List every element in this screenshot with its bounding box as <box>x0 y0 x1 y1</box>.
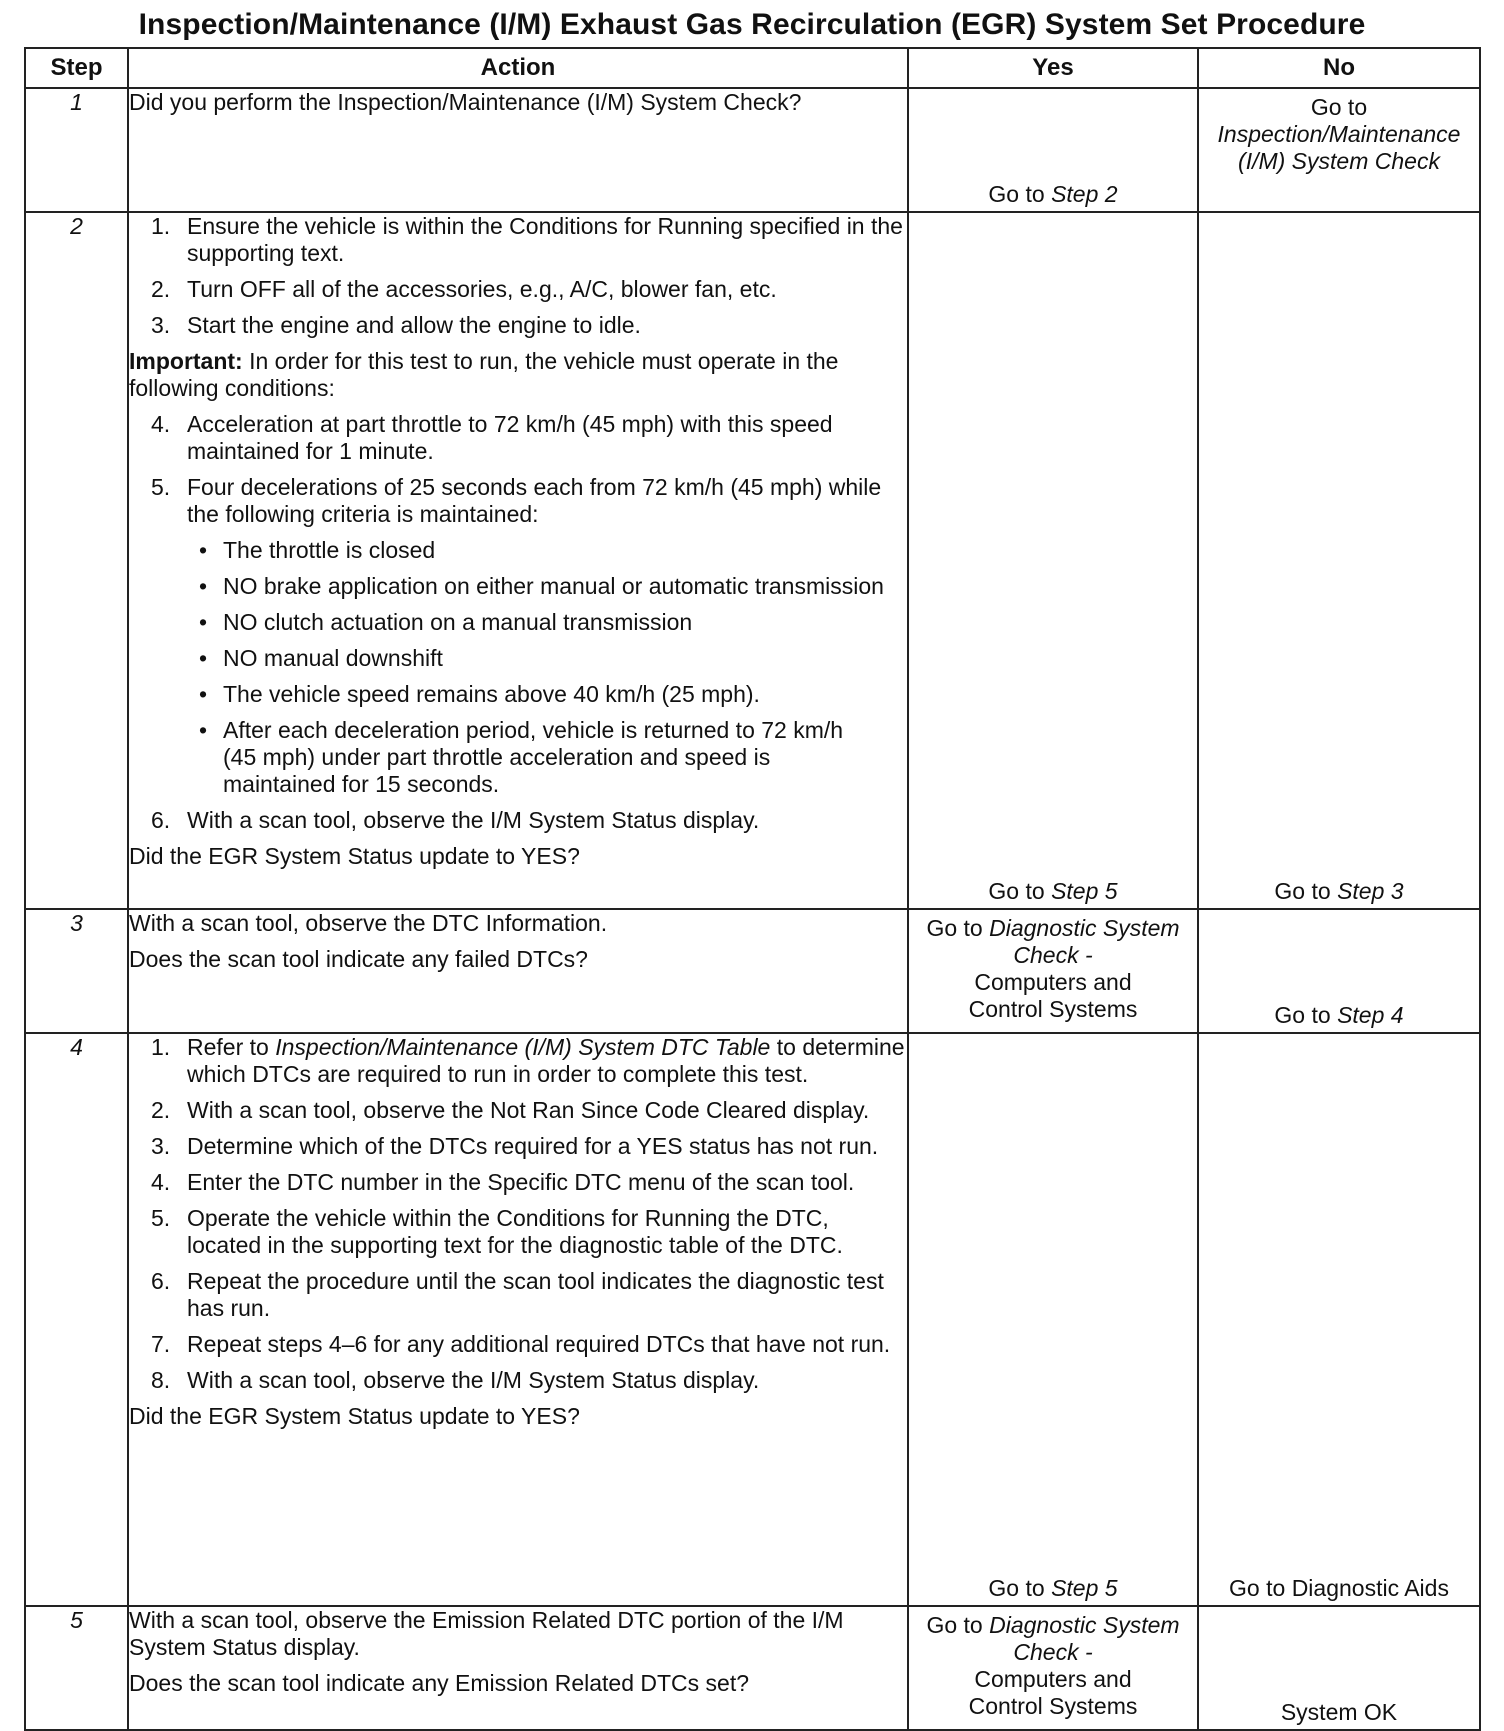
action-cell <box>128 88 908 212</box>
list-item-text: to determine which DTCs are required to run in order to complete this test. <box>187 1034 905 1087</box>
list-item: 7. Repeat steps 4–6 for any additional required DTCs that have not run. <box>151 1331 891 1357</box>
list-item-text: Enter the DTC number in the Specific DTC menu of the scan tool. <box>187 1169 855 1195</box>
important-label: Important: <box>129 348 243 374</box>
list-item: 3. Start the engine and allow the engine to idle. <box>151 312 641 338</box>
action-question: Did the EGR System Status update to YES? <box>129 1403 580 1429</box>
action-cell <box>128 1033 908 1606</box>
goto-link[interactable]: Diagnostic System Check - <box>989 915 1180 968</box>
no-cell <box>1198 1606 1480 1730</box>
action-steps <box>129 213 907 339</box>
list-item-text: Four decelerations of 25 seconds each from 72 km/h (45 mph) while the following criteria is maintained: <box>187 474 882 527</box>
table-row-step-4 <box>25 1033 1480 1606</box>
step-number: 2 <box>25 212 128 909</box>
list-item-text: With a scan tool, observe the I/M System Status display. <box>187 807 760 833</box>
goto-link[interactable]: Step 2 <box>1051 181 1118 207</box>
goto-link[interactable]: Step 5 <box>1051 878 1118 904</box>
table-row-step-1 <box>25 88 1480 212</box>
table-row-step-3 <box>25 909 1480 1033</box>
goto-link[interactable]: Step 5 <box>1051 1575 1118 1601</box>
goto-prefix: Go to <box>988 181 1052 207</box>
procedure-table <box>24 47 1481 1731</box>
no-result: System OK <box>1280 1699 1398 1725</box>
goto-prefix: Go to <box>988 1575 1052 1601</box>
yes-goto[interactable] <box>913 1575 1193 1602</box>
action-steps <box>129 1034 907 1394</box>
bullet-item: • NO clutch actuation on a manual transmission <box>187 609 907 636</box>
list-item: 1. Ensure the vehicle is within the Conditions for Running specified in the supporting text. <box>151 213 903 266</box>
no-cell <box>1198 909 1480 1033</box>
list-item-text: Ensure the vehicle is within the Conditions for Running specified in the supporting text. <box>187 213 903 266</box>
no-cell <box>1198 88 1480 212</box>
no-cell <box>1198 212 1480 909</box>
list-item: 6. Repeat the procedure until the scan tool indicates the diagnostic test has run. <box>151 1268 884 1321</box>
table-row-step-5 <box>25 1606 1480 1730</box>
goto-prefix: Go to <box>1274 1002 1338 1028</box>
yes-cell <box>908 212 1198 909</box>
bullet-item: • NO brake application on either manual or automatic transmission <box>187 573 907 600</box>
list-item: 1. Refer to Inspection/Maintenance (I/M) System DTC Table to determine which DTCs are required to run in order to complete this test. <box>151 1034 905 1087</box>
bullet-item: • The throttle is closed <box>187 537 907 564</box>
header-no: No <box>1198 48 1480 88</box>
action-cell <box>128 212 908 909</box>
yes-cell <box>908 909 1198 1033</box>
list-item-text: Refer to <box>187 1034 276 1060</box>
goto-link[interactable]: Step 3 <box>1337 878 1404 904</box>
list-item: 5. Four decelerations of 25 seconds each from 72 km/h (45 mph) while the following criteria is maintained: • The throttle is closed • NO brake application on either manual or automatic transmission • NO clutch actuation on a manual transmission • NO manual downshift • The vehicle speed remains above 40 km/h (25 mph). • After each deceleration period, vehicle is returned to 72 km/h (45 mph) under part throttle acceleration and speed is maintained for 15 seconds. <box>129 474 907 798</box>
header-row <box>25 48 1480 88</box>
bullet-item: • After each deceleration period, vehicle is returned to 72 km/h (45 mph) under part throttle acceleration and speed is maintained for 15 seconds. <box>187 717 907 798</box>
list-item: 6. With a scan tool, observe the I/M System Status display. <box>151 807 760 833</box>
action-steps-continued <box>129 411 907 834</box>
list-item-text: Acceleration at part throttle to 72 km/h (45 mph) with this speed maintained for 1 minute. <box>187 411 833 464</box>
goto-link[interactable]: Inspection/Maintenance (I/M) System Check <box>1217 121 1461 174</box>
list-item-text: Operate the vehicle within the Conditions for Running the DTC, located in the supporting text for the diagnostic table of the DTC. <box>187 1205 843 1258</box>
step-number: 4 <box>25 1033 128 1606</box>
important-note <box>129 348 907 402</box>
action-question: Does the scan tool indicate any Emission Related DTCs set? <box>129 1670 750 1696</box>
table-row-step-2 <box>25 212 1480 909</box>
list-item: 2. Turn OFF all of the accessories, e.g., A/C, blower fan, etc. <box>151 276 777 302</box>
no-goto[interactable] <box>1203 94 1475 175</box>
header-action: Action <box>128 48 908 88</box>
goto-prefix: Go to <box>1274 878 1338 904</box>
list-item: 3. Determine which of the DTCs required for a YES status has not run. <box>151 1133 879 1159</box>
important-text: In order for this test to run, the vehicle must operate in the following conditions: <box>129 348 839 401</box>
yes-goto[interactable] <box>913 181 1193 208</box>
list-item-text: Turn OFF all of the accessories, e.g., A/C, blower fan, etc. <box>187 276 777 302</box>
step-number: 1 <box>25 88 128 212</box>
list-item-text: With a scan tool, observe the Not Ran Since Code Cleared display. <box>187 1097 870 1123</box>
goto-link[interactable]: Diagnostic System Check - <box>989 1612 1180 1665</box>
header-step: Step <box>25 48 128 88</box>
action-cell <box>128 909 908 1033</box>
page-title: Inspection/Maintenance (I/M) Exhaust Gas Recirculation (EGR) System Set Procedure <box>138 8 1366 41</box>
action-question: Did you perform the Inspection/Maintenance (I/M) System Check? <box>129 89 802 115</box>
list-item-text: Determine which of the DTCs required for a YES status has not run. <box>187 1133 879 1159</box>
goto-link[interactable]: Step 4 <box>1337 1002 1404 1028</box>
list-item-text: Repeat steps 4–6 for any additional required DTCs that have not run. <box>187 1331 891 1357</box>
action-question: Did the EGR System Status update to YES? <box>129 843 580 869</box>
no-cell <box>1198 1033 1480 1606</box>
goto-prefix: Go to <box>926 915 990 941</box>
criteria-list <box>187 537 907 798</box>
yes-cell <box>908 1606 1198 1730</box>
goto-prefix: Go to <box>988 878 1052 904</box>
action-question: Does the scan tool indicate any failed DTCs? <box>129 946 588 972</box>
no-goto[interactable]: Go to Diagnostic Aids <box>1229 1575 1449 1601</box>
goto-suffix: Computers and Control Systems <box>968 969 1138 1022</box>
no-goto[interactable] <box>1203 1002 1475 1029</box>
list-item-text: Start the engine and allow the engine to idle. <box>187 312 641 338</box>
step-number: 3 <box>25 909 128 1033</box>
list-item: 4. Enter the DTC number in the Specific DTC menu of the scan tool. <box>151 1169 855 1195</box>
step-number: 5 <box>25 1606 128 1730</box>
list-item-text: With a scan tool, observe the I/M System Status display. <box>187 1367 760 1393</box>
action-text: With a scan tool, observe the Emission Related DTC portion of the I/M System Status display. <box>129 1607 844 1660</box>
action-text: With a scan tool, observe the DTC Information. <box>129 910 608 936</box>
yes-cell <box>908 1033 1198 1606</box>
no-goto[interactable] <box>1203 878 1475 905</box>
yes-goto[interactable] <box>913 1612 1193 1720</box>
list-item: 5. Operate the vehicle within the Conditions for Running the DTC, located in the supporting text for the diagnostic table of the DTC. <box>151 1205 843 1258</box>
goto-prefix: Go to <box>1310 94 1368 120</box>
yes-cell <box>908 88 1198 212</box>
yes-goto[interactable] <box>913 915 1193 1023</box>
list-item: 4. Acceleration at part throttle to 72 km/h (45 mph) with this speed maintained for 1 minute. <box>151 411 833 464</box>
action-cell <box>128 1606 908 1730</box>
goto-prefix: Go to <box>926 1612 990 1638</box>
bullet-item: • NO manual downshift <box>187 645 907 672</box>
goto-suffix: Computers and Control Systems <box>968 1666 1138 1719</box>
yes-goto[interactable] <box>913 878 1193 905</box>
list-item: 8. With a scan tool, observe the I/M System Status display. <box>151 1367 760 1393</box>
header-yes: Yes <box>908 48 1198 88</box>
bullet-item: • The vehicle speed remains above 40 km/h (25 mph). <box>187 681 907 708</box>
list-item-text: Repeat the procedure until the scan tool indicates the diagnostic test has run. <box>187 1268 884 1321</box>
list-item: 2. With a scan tool, observe the Not Ran Since Code Cleared display. <box>151 1097 870 1123</box>
dtc-table-link[interactable]: Inspection/Maintenance (I/M) System DTC Table <box>275 1034 771 1060</box>
